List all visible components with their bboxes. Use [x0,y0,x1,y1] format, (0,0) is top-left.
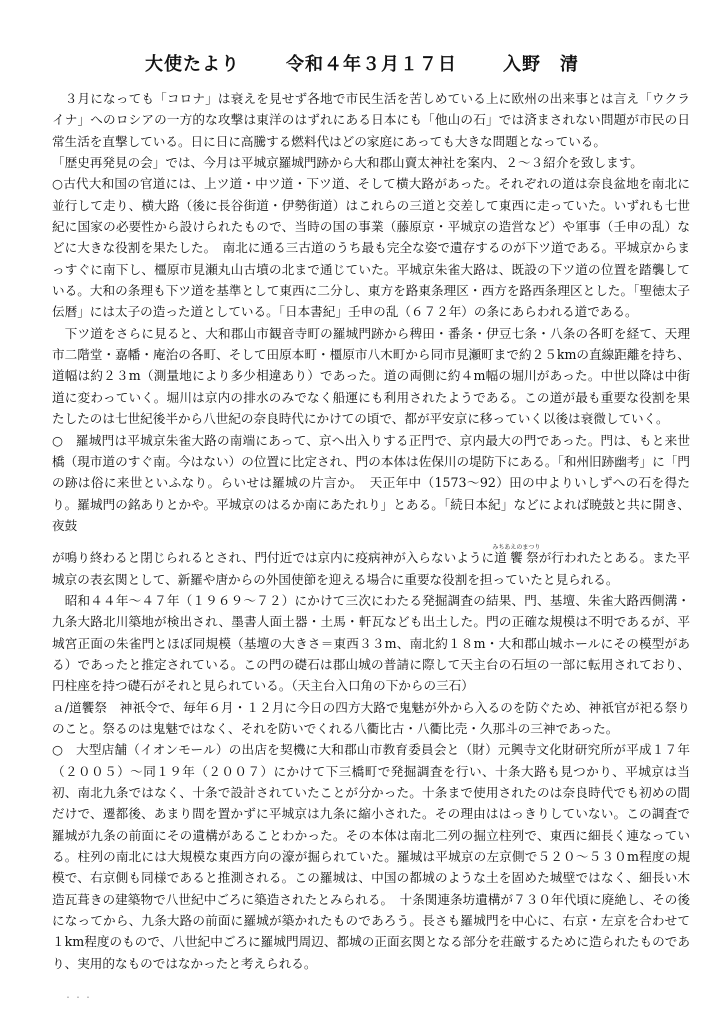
author-name: 入野 清 [503,54,579,75]
paragraph-rajomon-cont: が鳴り終わると閉じられるとされ、門付近では京内に疫病神が入らないように道饗祭みちあえのまつりが行われたとある。また平城京の表玄関として、新羅や唐からの外国使節を迎える場合に重要な役割を担っていたと見られる。 [52,544,690,587]
paragraph-excavation: 昭和４４年～４７年（１９６９～７２）にかけて三次にわたる発掘調査の結果、門、基壇、朱雀大路西側溝・九条大路北川築地が検出され、墨書人面土器・土馬・軒瓦なども出土した。門の正確な規模は不明であるが、平城宮正面の朱雀門とほぼ同規模（基壇の大きさ＝東西３３m、南北約１８m・大和郡山城ホールにその模型がある）であったと推定されている。この門の礎石は郡山城の普請に際して天主台の石垣の一部に転用されており、円柱座を持つ礎石がそれと見られている。（天主台入口角の下からの三石） [52,592,690,694]
paragraph-ancient-roads: ○古代大和国の官道には、上ツ道・中ツ道・下ツ道、そして横大路があった。それぞれの道は奈良盆地を南北に並行して走り、横大路（後に長谷街道・伊勢街道）はこれらの三道と交差して東西に走っていた。いずれも七世紀に国家の必要性から設けられたもので、当時の国の事業（藤原京・平城京の造営など）や軍事（壬申の乱）などに大きな役割を果たした。 南北に通る三古道のうち最も完全な姿で遺存するのが下ツ道である。平城京からまっすぐに南下し、橿原市見瀬丸山古墳の北まで通じていた。平城京朱雀大路は、既設の下ツ道の位置を踏襲している。大和の条理も下ツ道を基準として東西に二分し、東方を路東条理区・西方を路西条理区とした。「聖徳太子伝暦」には太子の造った道としている。「日本書紀」壬申の乱（６７２年）の条にあらわれる道である。 [52,176,690,320]
document-body [52,88,690,974]
footer-mark: ・・・ [64,993,94,1002]
paragraph-shimotsumichi: 下ツ道をさらに見ると、大和郡山市観音寺町の羅城門跡から稗田・番条・伊豆七条・八条の各町を経て、天理市二階堂・嘉幡・庵治の各町、そして田原本町・橿原市八木町から同市見瀬町まで約２５kmの直線距離を持ち、道幅は約２３m（測量地により多少相違あり）であった。道の両側に約４m幅の堀川があった。中世以降は中街道に変わっていく。堀川は京内の排水のみでなく船運にも利用されたようである。この道が最も重要な役割を果たしたのは七世紀後半から八世紀の奈良時代にかけての頃で、都が平安京に移っていく以後は衰微していく。 [52,325,690,427]
paragraph-michiae-note: ａ/道饗祭 神祇令で、毎年６月・１２月に今日の四方大路で鬼魅が外から入るのを防ぐため、神祇官が祀る祭りのこと。祭るのは鬼魅ではなく、それを防いでくれる八衢比古・八衢比売・久那斗の三神であった。 [52,699,690,736]
paragraph-rajo: ○ 大型店舗（イオンモール）の出店を契機に大和郡山市教育委員会と（財）元興寺文化財研究所が平成１７年（２００５）～同１９年（２００７）にかけて下三橋町で発掘調査を行い、十条大路も見つかり、平城京は当初、南北九条ではなく、十条で設計されていたことが分かった。十条まで使用されたのは奈良時代でも初めの間だけで、遷都後、あまり間を置かずに平城京は九条に縮小された。その理由ははっきりしていない。この調査で羅城が九条の前面にその遺構があることわかった。その本体は南北二列の掘立柱列で、東西に細長く連なっている。柱列の南北には大規模な東西方向の濠が掘られていた。羅城は平城京の左京側で５２０～５３０m程度の規模で、右京側も同様であると推測される。この羅城は、中国の都城のような土を固めた城壁ではなく、細長い木造瓦葺きの建築物で八世紀中ごろに築造されたとみられる。 十条関連条坊遺構が７３０年代頃に廃絶し、その後になってから、九条大路の前面に羅城が築かれたものであろう。長さも羅城門を中心に、右京・左京を合わせて１km程度のもので、八世紀中ごろに羅城門周辺、都城の正面玄関となる部分を荘厳するために造られたものであり、実用的なものではなかったと考えられる。 [52,742,690,971]
ruby-reading: みちあえのまつり [492,544,541,552]
paragraph-intro: ３月になっても「コロナ」は衰えを見せず各地で市民生活を苦しめている上に欧州の出来事とは言え「ウクライナ」へのロシアの一方的な攻撃は東洋のはずれにある日本にも「他山の石」では済まされない問題が市民の日常生活を直撃している。日に日に高騰する燃料代はどの家庭にあっても大きな問題となっている。 [52,91,690,149]
paragraph-rajomon: ○ 羅城門は平城京朱雀大路の南端にあって、京へ出入りする正門で、京内最大の門であった。門は、もと来世橋（現市道のすぐ南。今はない）の位置に比定され、門の本体は佐保川の堤防下にある。「和州旧跡幽考」に「門の跡は俗に来世といふなり。らいせは羅城の片言か。 天正年中（1573～92）田の中よりいしずへの石を得たり。羅城門の銘ありとかや。平城京のはるか南にあたれり」とある。「続日本紀」などによれば暁鼓と共に開き、夜鼓 [52,432,690,533]
newsletter-name: 大使たより [145,54,240,75]
paragraph-announcement: 「歴史再発見の会」では、今月は平城京羅城門跡から大和郡山賣太神社を案内、２～３紹介を致します。 [52,155,643,171]
issue-date: 令和４年３月１７日 [286,54,457,75]
ruby-michiae: 道饗祭みちあえのまつり [492,544,541,566]
document-title [0,50,724,76]
